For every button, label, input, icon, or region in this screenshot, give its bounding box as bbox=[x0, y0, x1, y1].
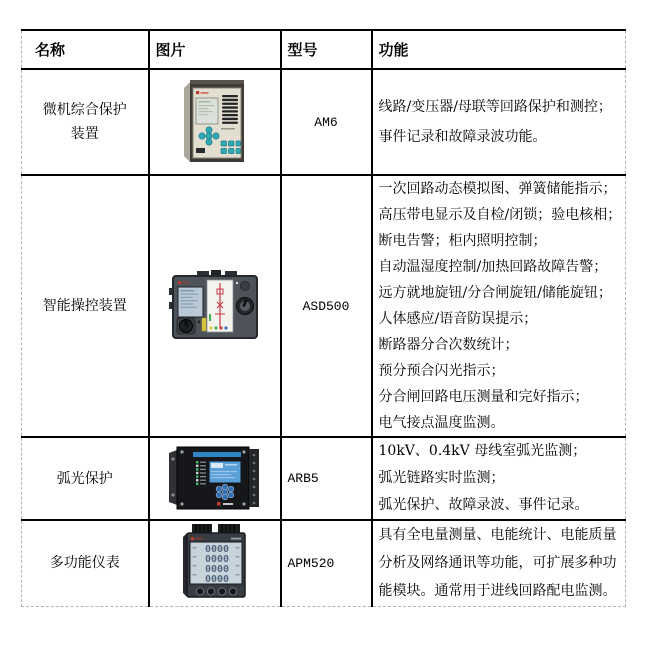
title-strip bbox=[193, 452, 241, 457]
product-model: APM520 bbox=[281, 520, 372, 606]
product-photo-cell bbox=[149, 520, 281, 606]
product-photo-cell bbox=[149, 69, 281, 175]
col-header-picture: 图片 bbox=[149, 30, 281, 69]
rotary-knob-left bbox=[177, 318, 195, 334]
table-row-arb5 bbox=[22, 437, 626, 520]
product-photo-cell bbox=[149, 437, 281, 520]
speaker-grill bbox=[240, 282, 249, 291]
product-name: 多功能仪表 bbox=[22, 520, 149, 606]
table-row-asd500 bbox=[22, 175, 626, 437]
svg-text:0000: 0000 bbox=[204, 544, 229, 556]
product-name: 智能操控装置 bbox=[22, 175, 149, 437]
terminal-blocks bbox=[192, 524, 240, 533]
product-functions: 线路/变压器/母联等回路保护和测控； 事件记录和故障录波功能。 bbox=[372, 69, 626, 175]
svg-text:0000: 0000 bbox=[204, 574, 229, 586]
col-header-name: 名称 bbox=[22, 30, 149, 69]
table-row-am6 bbox=[22, 69, 626, 175]
mimic-diagram-panel bbox=[207, 280, 233, 332]
brand-logo-mark bbox=[196, 91, 199, 94]
product-spec-table bbox=[21, 29, 626, 607]
brand-logo-mark bbox=[178, 281, 181, 284]
product-functions: 一次回路动态模拟图、弹簧储能指示； 高压带电显示及自检/闭锁；验电核相； 断电告警；柜内照明控制； 自动温湿度控制/加热回路故障告警； 远方就地旋钮/分合闸旋钮/储能旋钮； 人体感应/语音防误提示； 断路器分合次数统计； 预分预合闪光指示； 分合闸回路电压测量和完好指示； 电气接点温度监测。 bbox=[372, 175, 626, 437]
header-row bbox=[22, 30, 626, 69]
brand-logo-mark bbox=[217, 502, 221, 506]
product-name: 弧光保护 bbox=[22, 437, 149, 520]
product-functions: 具有全电量测量、电能统计、电能质量分析及网络通讯等功能，可扩展多种功能模块。通常用于进线回路配电监测。 bbox=[372, 520, 626, 606]
col-header-model: 型号 bbox=[281, 30, 372, 69]
asd500-switchgear-controller-photo bbox=[169, 270, 261, 342]
product-model: ARB5 bbox=[281, 437, 372, 520]
rotary-knob-right bbox=[236, 298, 253, 315]
product-photo-cell bbox=[149, 175, 281, 437]
apm520-multifunction-meter-photo bbox=[177, 523, 253, 603]
product-model: ASD500 bbox=[281, 175, 372, 437]
lcd-digits bbox=[204, 544, 228, 585]
product-model: AM6 bbox=[281, 69, 372, 175]
navigation-keypad bbox=[216, 484, 234, 500]
svg-text:0000: 0000 bbox=[204, 564, 229, 576]
yellow-label-strip bbox=[202, 318, 206, 331]
brand-logo-mark bbox=[191, 537, 194, 540]
comm-port bbox=[196, 148, 205, 153]
lcd-screen bbox=[178, 287, 203, 317]
product-name: 微机综合保护 装置 bbox=[22, 69, 149, 175]
table-row-apm520 bbox=[22, 520, 626, 606]
product-functions: 10kV、0.4kV 母线室弧光监测； 弧光链路实时监测； 弧光保护、故障录波、事件记录。 bbox=[372, 437, 626, 520]
am6-protection-relay-photo bbox=[180, 78, 250, 166]
arb5-arc-protection-photo bbox=[167, 445, 263, 512]
col-header-function: 功能 bbox=[372, 30, 626, 69]
svg-text:0000: 0000 bbox=[204, 554, 229, 566]
